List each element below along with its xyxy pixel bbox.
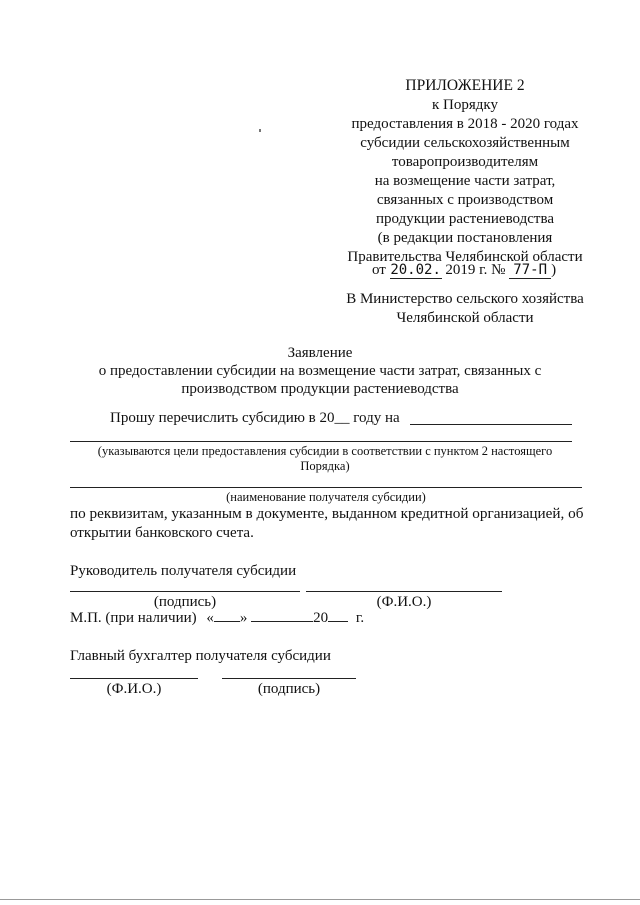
- recipient-field-line[interactable]: [70, 487, 582, 488]
- appendix-line: субсидии сельскохозяйственным: [360, 135, 570, 151]
- purpose-caption-line1: (указываются цели предоставления субсидии в соответствии с пунктом 2 настоящего: [97, 444, 553, 458]
- purpose-field-line-2[interactable]: [70, 441, 572, 442]
- recipient-caption: (наименование получателя субсидии): [226, 490, 426, 504]
- statement-subtitle-line2: производством продукции растениеводства: [181, 381, 459, 397]
- accountant-fio-caption: (Ф.И.О.): [106, 681, 162, 697]
- head-fio-caption: (Ф.И.О.): [376, 594, 432, 610]
- month-field[interactable]: [251, 621, 313, 622]
- appendix-line: к Порядку: [432, 97, 498, 113]
- year-field[interactable]: [328, 621, 348, 622]
- year-text: 2019 г. №: [445, 262, 506, 278]
- purpose-caption-line2: Порядка): [300, 459, 350, 473]
- addressee-line1: В Министерство сельского хозяйства: [346, 291, 584, 307]
- appendix-title: ПРИЛОЖЕНИЕ 2: [405, 77, 525, 94]
- appendix-line: на возмещение части затрат,: [374, 173, 556, 189]
- year-suffix: г.: [355, 610, 365, 626]
- appendix-line: продукции растениеводства: [375, 211, 555, 227]
- year-prefix: 20: [313, 610, 329, 626]
- accountant-fio-line[interactable]: [70, 678, 198, 679]
- appendix-line: предоставления в 2018 - 2020 годах: [351, 116, 579, 132]
- statement-subtitle-line1: о предоставлении субсидии на возмещение части затрат, связанных с: [98, 363, 542, 379]
- requisites-line2: открытии банковского счета.: [70, 525, 254, 541]
- resolution-number-field: 77-П: [509, 262, 551, 279]
- accountant-signature-line[interactable]: [222, 678, 356, 679]
- stamp-label: М.П. (при наличии): [70, 610, 197, 626]
- accountant-signature-caption: (подпись): [257, 681, 321, 697]
- statement-title: Заявление: [287, 345, 353, 361]
- appendix-line: (в редакции постановления: [377, 230, 553, 246]
- head-signature-line[interactable]: [70, 591, 300, 592]
- appendix-line: Правительства Челябинской области: [347, 249, 583, 265]
- stamp-date-line: [70, 609, 364, 627]
- bottom-edge-line: [0, 899, 640, 900]
- close-paren: ): [551, 262, 557, 278]
- resolution-date-line: [372, 259, 556, 281]
- accountant-label: Главный бухгалтер получателя субсидии: [70, 648, 331, 664]
- head-fio-line[interactable]: [306, 591, 502, 592]
- day-field[interactable]: [214, 621, 240, 622]
- resolution-date-field: 20.02.: [390, 262, 441, 278]
- request-text: Прошу перечислить субсидию в 20__ году на: [110, 410, 400, 426]
- appendix-line: связанных с производством: [376, 192, 554, 208]
- scan-speck: [259, 129, 261, 132]
- addressee-line2: Челябинской области: [396, 310, 534, 326]
- date-prefix: от: [372, 262, 386, 278]
- purpose-field-line[interactable]: [410, 424, 572, 425]
- date-close-quote: »: [239, 610, 248, 626]
- date-open-quote: «: [206, 610, 214, 626]
- head-signature-caption: (подпись): [153, 594, 217, 610]
- appendix-line: товаропроизводителям: [391, 154, 539, 170]
- requisites-line1: по реквизитам, указанным в документе, выданном кредитной организацией, об: [70, 505, 584, 522]
- head-label: Руководитель получателя субсидии: [70, 563, 297, 579]
